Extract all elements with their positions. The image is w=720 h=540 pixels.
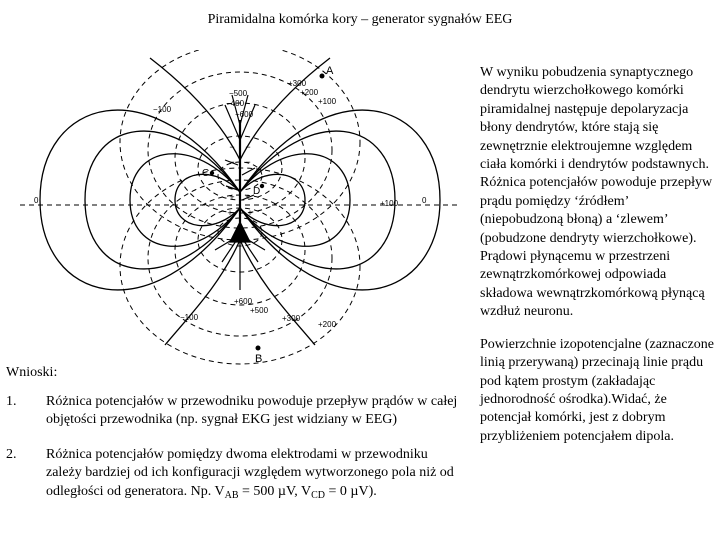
point-a-dot [320,74,325,79]
conclusion-item [6,393,461,430]
svg-text:+: + [227,208,233,218]
description-paragraph-1: W wyniku pobudzenia synaptycznego dendrytu wierzchołkowego komórki piramidalnej następuje depolaryzacja błony dendrytów, które stają się zewnętrznie elektroujemne względem ciała komórki i dendrytów podstawnych. Różnica potencjałów powoduje przepływ prądu pomiędzy ‘źródłem’ (niepobudzoną błoną) a ‘zlewem’ (pobudzone dendryty wierzchołkowe). Prądowi płynącemu w przestrzeni zewnątrzkomórkowej odpowiada składowa wewnątrzkomórkową płynącą wzdłuż neuronu. [480,65,713,320]
potential-label: −100 [153,105,172,114]
potential-label: +100 [318,97,337,106]
point-d-dot [260,184,264,188]
conclusion-text-mid: = 500 µV, V [238,483,312,499]
dipole-field-figure [0,50,470,370]
conclusion-number: 2. [6,446,17,462]
potential-label: +300 [288,79,307,88]
svg-text:−: − [229,157,235,167]
conclusion-text-end: = 0 µV). [325,483,377,499]
point-a-label: A [326,65,334,77]
point-d-label: D [253,186,261,197]
potential-label: −600 [235,110,254,119]
potential-label: +300 [282,314,301,323]
point-c-label: C [202,168,210,179]
point-b-dot [256,346,261,351]
potential-label: +600 [234,297,253,306]
voltage-subscript-cd: CD [311,489,326,501]
potential-label: −500 [229,89,248,98]
electrode-points [202,65,334,365]
conclusions-list [6,393,461,521]
potential-label: +200 [318,320,337,329]
description-text [480,64,714,446]
svg-text:+: + [229,192,235,202]
potential-label: +100 [380,199,399,208]
potential-label: +200 [300,88,319,97]
potential-label: +500 [250,306,269,315]
svg-text:+: + [247,208,253,218]
conclusion-text [46,446,461,505]
point-c-dot [210,171,214,175]
svg-text:+: + [245,192,251,202]
conclusions-heading: Wnioski: [6,365,58,380]
conclusion-item [6,446,461,505]
conclusion-number: 1. [6,394,17,409]
potential-label: −100 [180,313,199,322]
svg-text:−: − [245,142,251,152]
potential-label: −400 [226,99,245,108]
svg-text:−: − [229,142,235,152]
potential-label: 0 [422,196,427,205]
conclusion-text: Różnica potencjałów w przewodniku powoduje przepływ prądów w całej objętości przewodnika (np. sygnał EKG jest widziany w EEG) [46,394,458,428]
conclusion-text-main: Różnica potencjałów pomiędzy dwoma elektrodami w przewodniku zależy bardziej od ich konfiguracji względem wytworzonego pola niż od odległości od generatora. Np. V [46,446,454,499]
svg-text:−: − [245,157,251,167]
point-b-label: B [255,353,263,365]
voltage-subscript-ab: AB [224,489,239,501]
potential-label: 0 [34,196,39,205]
description-paragraph-2: Powierzchnie izopotencjalne (zaznaczone linią przerywaną) przecinają linie prądu pod kątem prostym (zakładając jednorodność ośrodka).Widać, że potencjał komórki, jest z dobrym przybliżeniem potencjałem dipola. [480,336,714,444]
page-title: Piramidalna komórka kory – generator sygnałów EEG [207,12,513,27]
